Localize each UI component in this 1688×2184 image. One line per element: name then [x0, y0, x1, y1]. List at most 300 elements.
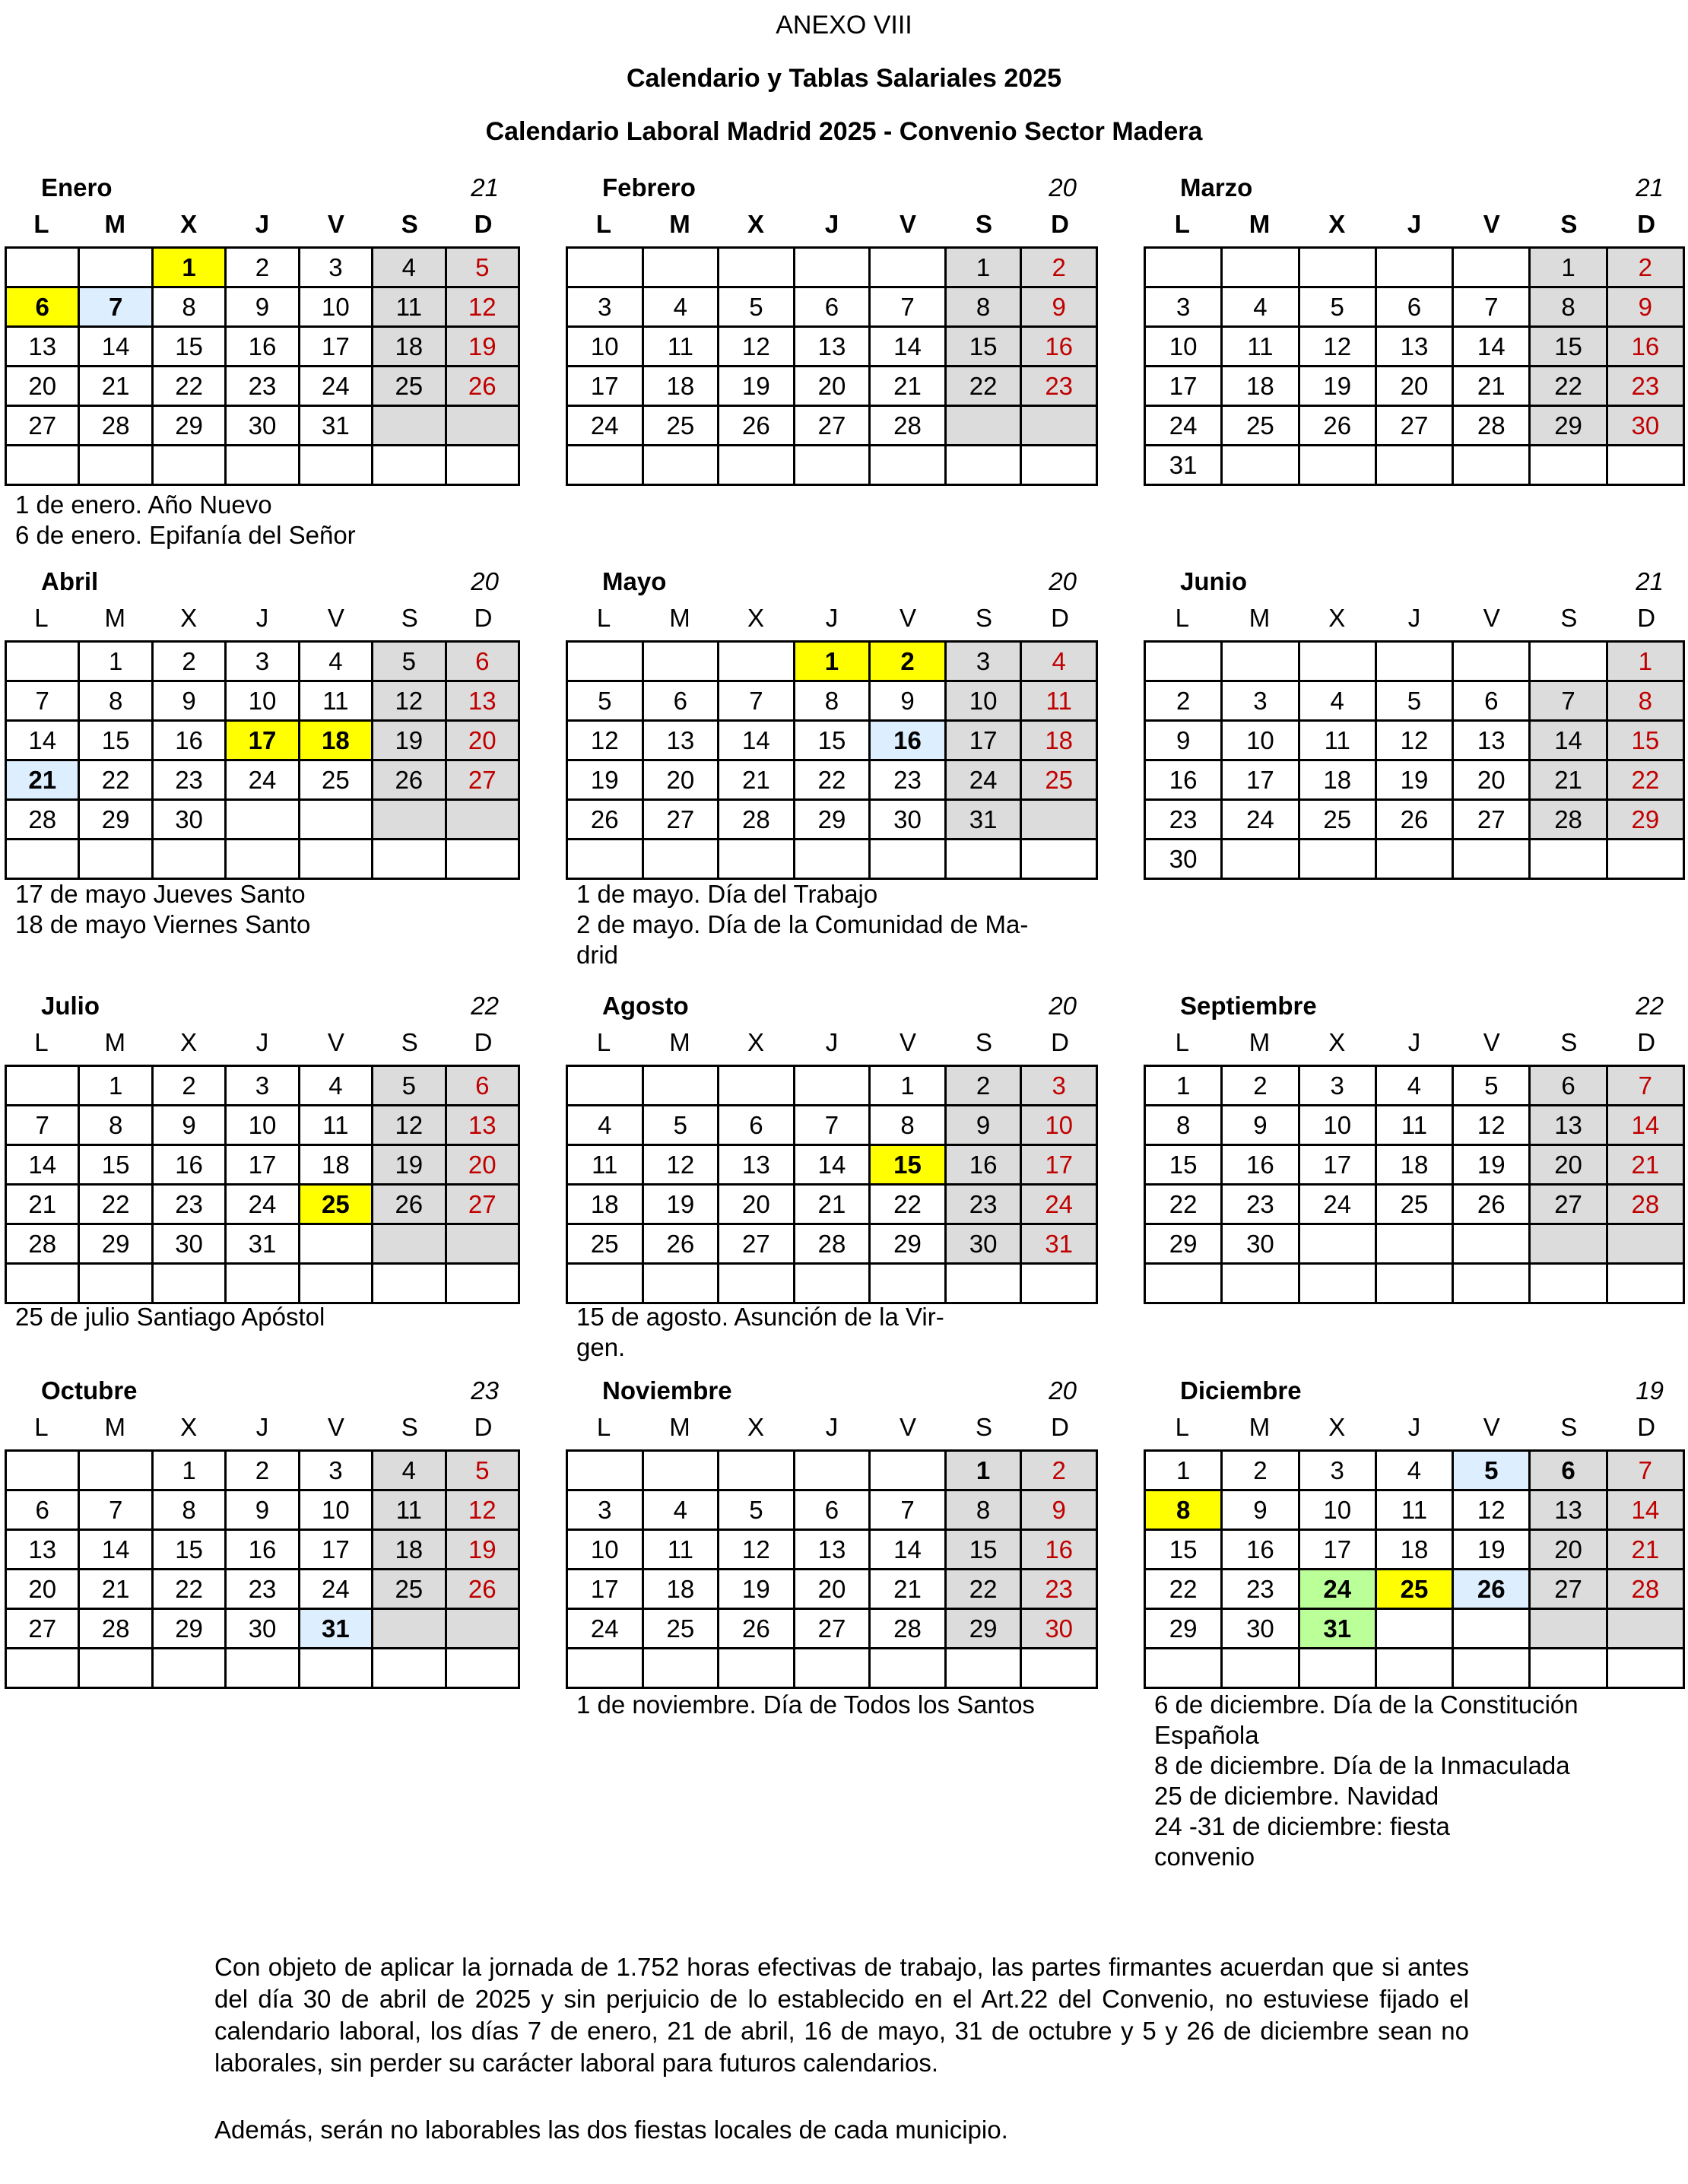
empty-cell: [1375, 1609, 1452, 1649]
day-cell: 18: [299, 721, 372, 760]
day-cell: 9: [945, 1106, 1021, 1145]
day-cell: 14: [1607, 1490, 1683, 1530]
empty-cell: [1375, 1224, 1452, 1264]
weekday-header: V: [327, 1028, 344, 1056]
empty-cell: [945, 406, 1021, 446]
empty-cell: [719, 446, 795, 485]
day-cell: 5: [719, 1490, 795, 1530]
day-cell: 14: [870, 1530, 946, 1570]
weekday-header: J: [255, 1413, 269, 1441]
weekday-header: M: [1249, 1028, 1271, 1056]
day-cell: 15: [152, 1530, 225, 1570]
day-cell: 15: [794, 721, 870, 760]
weekday-header: S: [975, 1413, 992, 1441]
day-cell: 20: [643, 760, 719, 800]
day-cell: 18: [1299, 760, 1375, 800]
day-cell: 20: [1530, 1530, 1607, 1570]
day-cell: 6: [446, 1066, 519, 1106]
weekday-header: L: [1175, 604, 1190, 632]
day-cell: 27: [1375, 406, 1452, 446]
empty-cell: [1453, 840, 1530, 879]
day-cell: 28: [719, 800, 795, 840]
day-cell: 8: [79, 681, 152, 721]
day-cell: 3: [1299, 1066, 1375, 1106]
day-cell: 13: [6, 327, 79, 367]
empty-cell: [226, 800, 299, 840]
day-cell: 13: [719, 1145, 795, 1185]
day-cell: 30: [870, 800, 946, 840]
day-cell: 10: [1145, 327, 1222, 367]
day-cell: 30: [1145, 840, 1222, 879]
month-noviembre: [566, 1376, 1098, 1696]
day-cell: 17: [1222, 760, 1299, 800]
day-cell: 24: [299, 1570, 372, 1609]
day-cell: 3: [1222, 681, 1299, 721]
empty-cell: [373, 840, 446, 879]
empty-cell: [1375, 248, 1452, 287]
day-cell: 5: [446, 1451, 519, 1490]
day-cell: 1: [79, 642, 152, 681]
day-cell: 10: [567, 327, 643, 367]
empty-cell: [226, 1264, 299, 1303]
weekday-header: M: [104, 210, 126, 238]
empty-cell: [794, 1649, 870, 1688]
day-cell: 16: [1222, 1530, 1299, 1570]
day-cell: 16: [945, 1145, 1021, 1185]
month-grid: [1144, 1449, 1685, 1689]
day-cell: 12: [1453, 1490, 1530, 1530]
weekday-header: S: [1560, 1413, 1578, 1441]
empty-cell: [1145, 1649, 1222, 1688]
day-cell: 5: [373, 642, 446, 681]
day-cell: 27: [6, 1609, 79, 1649]
day-cell: 10: [1299, 1490, 1375, 1530]
empty-cell: [870, 446, 946, 485]
empty-cell: [1453, 1224, 1530, 1264]
day-cell: 28: [1607, 1185, 1683, 1224]
day-cell: 10: [1021, 1106, 1097, 1145]
day-cell: 18: [373, 327, 446, 367]
day-cell: 9: [226, 287, 299, 327]
weekday-header: J: [1407, 210, 1422, 238]
empty-cell: [794, 840, 870, 879]
day-cell: 4: [1375, 1066, 1452, 1106]
day-cell: 10: [945, 681, 1021, 721]
weekday-header: V: [1483, 604, 1500, 632]
day-cell: 11: [299, 681, 372, 721]
empty-cell: [6, 248, 79, 287]
holiday-note: 6 de enero. Epifanía del Señor: [15, 521, 356, 549]
day-cell: 16: [1607, 327, 1683, 367]
empty-cell: [373, 800, 446, 840]
day-cell: 1: [1145, 1066, 1222, 1106]
day-cell: 1: [945, 1451, 1021, 1490]
month-name: Septiembre: [1180, 992, 1317, 1020]
day-cell: 2: [945, 1066, 1021, 1106]
working-days-count: 22: [471, 992, 499, 1020]
day-cell: 16: [226, 327, 299, 367]
holiday-notes: [15, 1302, 523, 1332]
empty-cell: [1453, 446, 1530, 485]
month-name: Diciembre: [1180, 1376, 1302, 1405]
day-cell: 13: [1453, 721, 1530, 760]
day-cell: 15: [945, 327, 1021, 367]
empty-cell: [1021, 1649, 1097, 1688]
empty-cell: [373, 446, 446, 485]
day-cell: 25: [1222, 406, 1299, 446]
day-cell: 23: [945, 1185, 1021, 1224]
day-cell: 21: [79, 367, 152, 406]
day-cell: 24: [945, 760, 1021, 800]
day-cell: 23: [1222, 1185, 1299, 1224]
day-cell: 22: [1145, 1185, 1222, 1224]
empty-cell: [719, 1066, 795, 1106]
holiday-notes: [576, 1302, 1101, 1363]
empty-cell: [299, 1649, 372, 1688]
day-cell: 24: [567, 1609, 643, 1649]
day-cell: 5: [1299, 287, 1375, 327]
month-name: Junio: [1180, 567, 1247, 595]
empty-cell: [1607, 1609, 1683, 1649]
day-cell: 2: [152, 642, 225, 681]
day-cell: 8: [1145, 1490, 1222, 1530]
holiday-note: 1 de enero. Año Nuevo: [15, 490, 272, 519]
weekday-header: D: [1637, 1413, 1656, 1441]
working-days-count: 21: [471, 173, 499, 202]
empty-cell: [446, 800, 519, 840]
empty-cell: [643, 446, 719, 485]
day-cell: 2: [1222, 1451, 1299, 1490]
day-cell: 17: [1145, 367, 1222, 406]
day-cell: 2: [1222, 1066, 1299, 1106]
day-cell: 13: [1530, 1106, 1607, 1145]
month-name: Noviembre: [602, 1376, 732, 1405]
day-cell: 24: [1299, 1185, 1375, 1224]
empty-cell: [945, 840, 1021, 879]
empty-cell: [794, 1451, 870, 1490]
weekday-header: J: [825, 604, 839, 632]
day-cell: 9: [1021, 1490, 1097, 1530]
day-cell: 28: [6, 800, 79, 840]
weekday-header: V: [327, 210, 344, 238]
day-cell: 1: [152, 1451, 225, 1490]
empty-cell: [299, 1224, 372, 1264]
day-cell: 1: [1530, 248, 1607, 287]
holiday-notes: [15, 879, 523, 940]
empty-cell: [1021, 406, 1097, 446]
day-cell: 22: [79, 1185, 152, 1224]
empty-cell: [299, 840, 372, 879]
day-cell: 7: [1607, 1066, 1683, 1106]
day-cell: 27: [1530, 1185, 1607, 1224]
day-cell: 6: [794, 1490, 870, 1530]
day-cell: 7: [870, 1490, 946, 1530]
day-cell: 21: [870, 367, 946, 406]
day-cell: 31: [299, 1609, 372, 1649]
day-cell: 12: [1453, 1106, 1530, 1145]
day-cell: 24: [299, 367, 372, 406]
empty-cell: [373, 1649, 446, 1688]
day-cell: 9: [1607, 287, 1683, 327]
empty-cell: [373, 406, 446, 446]
day-cell: 26: [446, 1570, 519, 1609]
day-cell: 15: [1530, 327, 1607, 367]
month-grid: [5, 246, 520, 486]
day-cell: 3: [226, 642, 299, 681]
day-cell: 5: [567, 681, 643, 721]
empty-cell: [6, 446, 79, 485]
day-cell: 27: [794, 1609, 870, 1649]
empty-cell: [446, 1224, 519, 1264]
empty-cell: [1453, 1649, 1530, 1688]
day-cell: 13: [446, 681, 519, 721]
empty-cell: [719, 840, 795, 879]
day-cell: 28: [1607, 1570, 1683, 1609]
empty-cell: [945, 1264, 1021, 1303]
month-name: Mayo: [602, 567, 667, 595]
empty-cell: [1299, 1264, 1375, 1303]
empty-cell: [299, 800, 372, 840]
empty-cell: [945, 446, 1021, 485]
empty-cell: [1530, 1224, 1607, 1264]
day-cell: 1: [794, 642, 870, 681]
weekday-header: X: [747, 210, 764, 238]
weekday-header: V: [899, 210, 916, 238]
day-cell: 16: [152, 721, 225, 760]
empty-cell: [794, 1264, 870, 1303]
day-cell: 8: [945, 1490, 1021, 1530]
day-cell: 8: [945, 287, 1021, 327]
weekday-header: S: [401, 604, 418, 632]
day-cell: 26: [373, 760, 446, 800]
holiday-notes: [576, 1690, 1101, 1720]
month-name: Octubre: [41, 1376, 138, 1405]
day-cell: 27: [719, 1224, 795, 1264]
empty-cell: [1375, 446, 1452, 485]
empty-cell: [79, 248, 152, 287]
day-cell: 29: [1530, 406, 1607, 446]
day-cell: 23: [152, 760, 225, 800]
weekday-header: V: [327, 604, 344, 632]
day-cell: 10: [299, 1490, 372, 1530]
holiday-note: 1 de noviembre. Día de Todos los Santos: [576, 1690, 1035, 1719]
empty-cell: [446, 840, 519, 879]
day-cell: 9: [152, 681, 225, 721]
day-cell: 4: [373, 248, 446, 287]
empty-cell: [1222, 840, 1299, 879]
day-cell: 25: [643, 406, 719, 446]
holiday-note: 1 de mayo. Día del Trabajo: [576, 880, 878, 908]
day-cell: 21: [1453, 367, 1530, 406]
weekday-header: V: [1483, 210, 1500, 238]
empty-cell: [373, 1224, 446, 1264]
holiday-note: 2 de mayo. Día de la Comunidad de Ma-: [576, 910, 1029, 938]
empty-cell: [79, 1649, 152, 1688]
day-cell: 22: [945, 1570, 1021, 1609]
weekday-header: M: [1249, 604, 1271, 632]
day-cell: 27: [446, 760, 519, 800]
empty-cell: [1145, 1264, 1222, 1303]
day-cell: 2: [1021, 1451, 1097, 1490]
month-grid: [566, 1449, 1098, 1689]
empty-cell: [1453, 248, 1530, 287]
weekday-header: M: [669, 604, 690, 632]
holiday-note: drid: [576, 941, 619, 969]
month-name: Agosto: [602, 992, 689, 1020]
empty-cell: [794, 248, 870, 287]
weekday-header: D: [1051, 210, 1069, 238]
empty-cell: [6, 840, 79, 879]
month-grid: [1144, 246, 1685, 486]
holiday-note: convenio: [1154, 1843, 1255, 1871]
day-cell: 2: [226, 1451, 299, 1490]
day-cell: 22: [1530, 367, 1607, 406]
day-cell: 31: [1145, 446, 1222, 485]
day-cell: 13: [794, 1530, 870, 1570]
month-mayo: [566, 567, 1098, 887]
day-cell: 7: [870, 287, 946, 327]
empty-cell: [567, 642, 643, 681]
holiday-notes: [15, 490, 523, 551]
day-cell: 20: [6, 367, 79, 406]
day-cell: 20: [1375, 367, 1452, 406]
month-agosto: [566, 992, 1098, 1311]
day-cell: 27: [1453, 800, 1530, 840]
day-cell: 19: [446, 327, 519, 367]
footer-paragraph: Con objeto de aplicar la jornada de 1.752 horas efectivas de trabajo, las partes firmantes acuerdan que si antes del día 30 de abril de 2025 y sin perjuicio de lo establecido en el Art.22 del Convenio, no estuviese fijado el calendario laboral, los días 7 de enero, 21 de abril, 16 de mayo, 31 de octubre y 5 y 26 de diciembre sean no laborales, sin perder su carácter laboral para futuros calendarios.: [214, 1953, 1469, 2077]
day-cell: 5: [1453, 1066, 1530, 1106]
empty-cell: [299, 446, 372, 485]
holiday-note: 8 de diciembre. Día de la Inmaculada: [1154, 1751, 1570, 1779]
day-cell: 24: [1222, 800, 1299, 840]
day-cell: 1: [79, 1066, 152, 1106]
empty-cell: [567, 1451, 643, 1490]
day-cell: 15: [945, 1530, 1021, 1570]
month-febrero: [566, 173, 1098, 493]
empty-cell: [1530, 840, 1607, 879]
weekday-header: S: [1560, 1028, 1578, 1056]
weekday-header: J: [255, 210, 270, 238]
empty-cell: [1453, 1264, 1530, 1303]
day-cell: 29: [794, 800, 870, 840]
day-cell: 31: [226, 1224, 299, 1264]
month-grid: [5, 640, 520, 880]
empty-cell: [6, 1451, 79, 1490]
day-cell: 5: [446, 248, 519, 287]
day-cell: 12: [373, 681, 446, 721]
day-cell: 4: [373, 1451, 446, 1490]
day-cell: 22: [1145, 1570, 1222, 1609]
weekday-header: S: [401, 210, 418, 238]
day-cell: 28: [1530, 800, 1607, 840]
empty-cell: [719, 1451, 795, 1490]
day-cell: 28: [79, 406, 152, 446]
day-cell: 12: [643, 1145, 719, 1185]
day-cell: 12: [719, 327, 795, 367]
day-cell: 18: [1222, 367, 1299, 406]
weekday-header: L: [1174, 210, 1190, 238]
day-cell: 31: [299, 406, 372, 446]
day-cell: 22: [794, 760, 870, 800]
day-cell: 4: [1222, 287, 1299, 327]
day-cell: 28: [79, 1609, 152, 1649]
day-cell: 29: [79, 800, 152, 840]
day-cell: 29: [152, 406, 225, 446]
day-cell: 6: [1453, 681, 1530, 721]
weekday-header: M: [669, 210, 690, 238]
working-days-count: 20: [1049, 173, 1077, 202]
day-cell: 21: [794, 1185, 870, 1224]
weekday-header: S: [975, 1028, 992, 1056]
weekday-header: S: [401, 1413, 418, 1441]
day-cell: 25: [373, 367, 446, 406]
empty-cell: [79, 1264, 152, 1303]
day-cell: 3: [299, 248, 372, 287]
day-cell: 16: [1021, 327, 1097, 367]
empty-cell: [643, 840, 719, 879]
empty-cell: [1375, 1649, 1452, 1688]
day-cell: 14: [79, 1530, 152, 1570]
day-cell: 9: [1145, 721, 1222, 760]
day-cell: 18: [1021, 721, 1097, 760]
day-cell: 17: [226, 721, 299, 760]
working-days-count: 22: [1636, 992, 1664, 1020]
holiday-note: 25 de julio Santiago Apóstol: [15, 1303, 325, 1331]
day-cell: 10: [1299, 1106, 1375, 1145]
weekday-header: V: [1483, 1028, 1500, 1056]
empty-cell: [567, 1649, 643, 1688]
weekday-header: S: [975, 210, 992, 238]
working-days-count: 21: [1636, 173, 1664, 202]
day-cell: 1: [1145, 1451, 1222, 1490]
day-cell: 23: [1222, 1570, 1299, 1609]
holiday-notes: [576, 879, 1101, 970]
day-cell: 21: [6, 760, 79, 800]
holiday-note: 18 de mayo Viernes Santo: [15, 910, 311, 938]
empty-cell: [1222, 446, 1299, 485]
day-cell: 23: [870, 760, 946, 800]
day-cell: 14: [1453, 327, 1530, 367]
holiday-note: 24 -31 de diciembre: fiesta: [1154, 1812, 1450, 1840]
day-cell: 8: [870, 1106, 946, 1145]
month-grid: [1144, 1065, 1685, 1304]
day-cell: 3: [1021, 1066, 1097, 1106]
day-cell: 16: [152, 1145, 225, 1185]
day-cell: 18: [1375, 1145, 1452, 1185]
weekday-header: X: [180, 1413, 198, 1441]
day-cell: 15: [1145, 1145, 1222, 1185]
day-cell: 4: [567, 1106, 643, 1145]
empty-cell: [643, 1066, 719, 1106]
page-subtitle: Calendario Laboral Madrid 2025 - Convenio Sector Madera: [485, 117, 1203, 146]
day-cell: 19: [1453, 1145, 1530, 1185]
empty-cell: [870, 1451, 946, 1490]
day-cell: 25: [1299, 800, 1375, 840]
empty-cell: [1607, 840, 1683, 879]
weekday-header: J: [255, 1028, 269, 1056]
day-cell: 5: [719, 287, 795, 327]
holiday-note: 6 de diciembre. Día de la Constitución: [1154, 1690, 1579, 1719]
weekday-header: M: [104, 1413, 126, 1441]
day-cell: 20: [719, 1185, 795, 1224]
empty-cell: [373, 1609, 446, 1649]
empty-cell: [1530, 642, 1607, 681]
day-cell: 15: [1607, 721, 1683, 760]
empty-cell: [1530, 1264, 1607, 1303]
empty-cell: [299, 1264, 372, 1303]
empty-cell: [870, 248, 946, 287]
day-cell: 26: [719, 406, 795, 446]
